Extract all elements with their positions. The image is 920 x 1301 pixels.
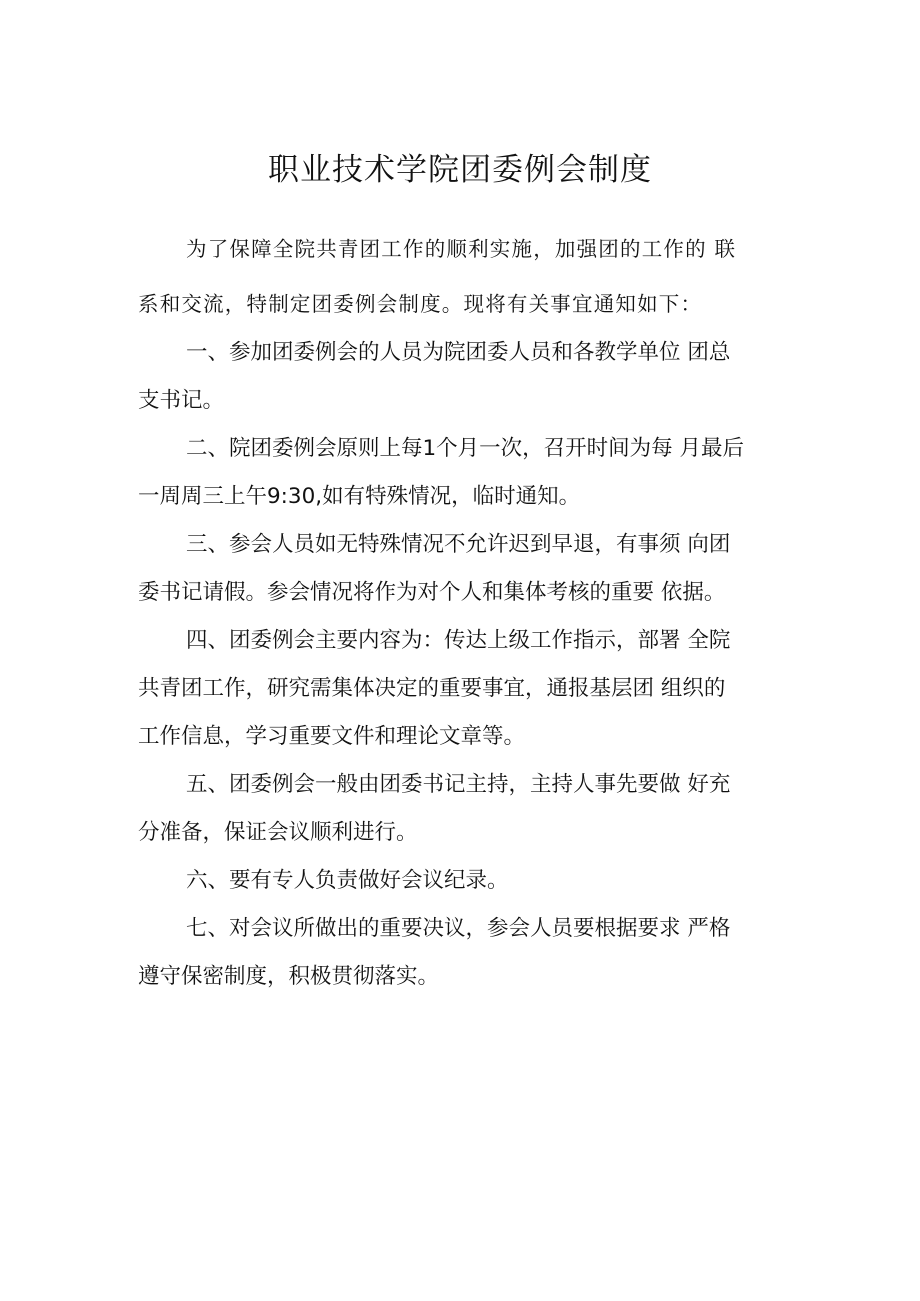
- item-2-line-2: 一周周三上午9:30,如有特殊情况，临时通知。: [138, 484, 581, 509]
- intro-paragraph: [138, 222, 784, 332]
- item-4-line-2: 共青团工作，研究需集体决定的重要事宜，通报基层团 组织的: [138, 676, 726, 701]
- item-2: [138, 425, 784, 521]
- item-5-line-2: 分准备，保证会议顺利进行。: [138, 820, 418, 845]
- item-7-line-1: 七、对会议所做出的重要决议，参会人员要根据要求 严格: [186, 916, 731, 941]
- item-2-line-1: 二、院团委例会原则上每1个月一次，召开时间为每 月最后: [186, 436, 745, 461]
- item-1: [138, 329, 784, 425]
- intro-line-2: 系和交流，特制定团委例会制度。现将有关事宜通知如下：: [138, 292, 703, 316]
- item-3-line-2: 委书记请假。参会情况将作为对个人和集体考核的重要 依据。: [138, 580, 726, 605]
- intro-line-1: 为了保障全院共青团工作的顺利实施，加强团的工作的 联: [186, 237, 737, 261]
- item-7: [138, 905, 784, 1001]
- item-1-line-1: 一、参加团委例会的人员为院团委人员和各教学单位 团总: [186, 340, 731, 365]
- document-body: [138, 222, 784, 1001]
- item-5-line-1: 五、团委例会一般由团委书记主持，主持人事先要做 好充: [186, 772, 731, 797]
- item-3-line-1: 三、参会人员如无特殊情况不允许迟到早退，有事须 向团: [186, 532, 731, 557]
- item-4-line-1: 四、团委例会主要内容为：传达上级工作指示，部署 全院: [186, 628, 731, 653]
- item-3: [138, 521, 784, 617]
- item-4-line-3: 工作信息，学习重要文件和理论文章等。: [138, 724, 526, 749]
- item-7-line-2: 遵守保密制度，积极贯彻落实。: [138, 964, 440, 989]
- item-6-line-1: 六、要有专人负责做好会议纪录。: [186, 868, 509, 893]
- item-4: [138, 617, 784, 761]
- document-title: 职业技术学院团委例会制度: [268, 152, 652, 188]
- item-5: [138, 761, 784, 857]
- item-6: [138, 857, 784, 905]
- item-1-line-2: 支书记。: [138, 388, 225, 413]
